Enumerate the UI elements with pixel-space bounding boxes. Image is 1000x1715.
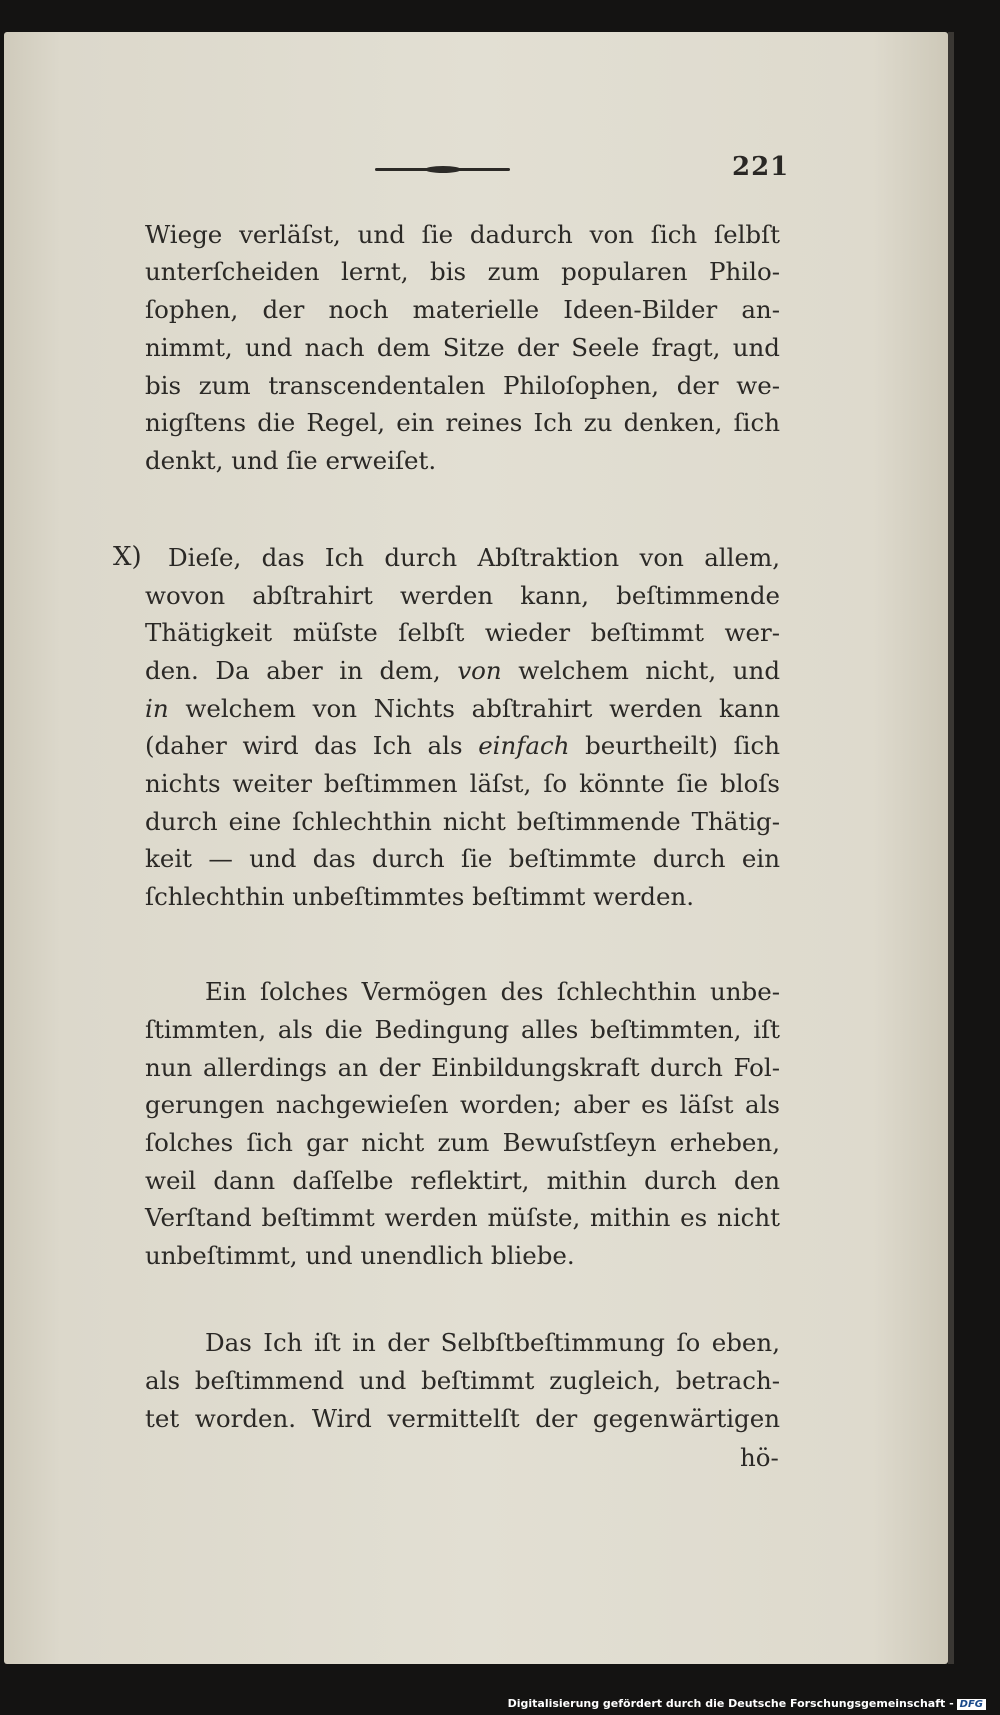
text-line: denkt, und ſie erweiſet.	[145, 446, 437, 475]
text-line: Verſtand beſtimmt werden müſste, mithin es nicht	[145, 1203, 780, 1232]
text-line: keit — und das durch ſie beſtimmte durch ein	[145, 844, 780, 873]
text-line: tet worden. Wird vermittelſt der gegenwärtigen	[145, 1404, 780, 1433]
text-line: nichts weiter beſtimmen läſst, ſo könnte ſie bloſs	[145, 769, 780, 798]
text-line: Ein ſolches Vermögen des ſchlechthin unbe-	[205, 977, 780, 1006]
text-line: ſchlechthin unbeſtimmtes beſtimmt werden.	[145, 882, 695, 911]
page-number: 221	[732, 152, 790, 182]
text-run: welchem nicht, und	[518, 656, 781, 685]
text-run: (daher wird das Ich als	[145, 731, 463, 760]
text-line: ſophen, der noch materielle Ideen-Bilder an-	[145, 295, 780, 324]
page-edge-shadow	[948, 32, 954, 1664]
text-line: ſolches ſich gar nicht zum Bewuſstſeyn erheben,	[145, 1128, 780, 1157]
text-line: gerungen nachgewieſen worden; aber es läſst als	[145, 1090, 780, 1119]
text-line: Das Ich iſt in der Selbſtbeſtimmung ſo eben,	[205, 1328, 780, 1357]
text-line: Dieſe, das Ich durch Abſtraktion von allem,	[168, 543, 780, 572]
emphasis-text: von	[457, 656, 502, 685]
text-line	[145, 694, 781, 723]
text-line: nimmt, und nach dem Sitze der Seele fragt, und	[145, 333, 780, 362]
text-line: ſtimmten, als die Bedingung alles beſtimmten, iſt	[145, 1015, 780, 1044]
text-line: weil dann daſſelbe reflektirt, mithin durch den	[145, 1166, 780, 1195]
emphasis-text: einfach	[478, 731, 570, 760]
text-line: unbeſtimmt, und unendlich bliebe.	[145, 1241, 575, 1270]
text-run: beurtheilt) ſich	[585, 731, 780, 760]
text-line	[145, 656, 781, 685]
text-run: den. Da aber in dem,	[145, 656, 441, 685]
header-ornament-rule	[375, 168, 510, 171]
text-run: welchem von Nichts abſtrahirt werden kann	[185, 694, 781, 723]
digitization-credit	[508, 1697, 986, 1710]
text-line: Thätigkeit müſste ſelbſt wieder beſtimmt wer-	[145, 618, 780, 647]
text-line: durch eine ſchlechthin nicht beſtimmende Thätig-	[145, 807, 780, 836]
catchword: hö-	[740, 1443, 779, 1472]
text-line: bis zum transcendentalen Philoſophen, der we-	[145, 371, 780, 400]
text-line: als beſtimmend und beſtimmt zugleich, betrach-	[145, 1366, 780, 1395]
credit-text: Digitalisierung gefördert durch die Deutsche Forschungsgemeinschaft -	[507, 1697, 954, 1710]
emphasis-text: in	[145, 694, 169, 723]
text-line: unterſcheiden lernt, bis zum popularen Philo-	[145, 257, 780, 286]
text-line: Wiege verläſst, und ſie dadurch von ſich ſelbſt	[145, 220, 780, 249]
section-marker: X)	[113, 542, 142, 572]
text-line	[145, 731, 780, 760]
text-line: wovon abſtrahirt werden kann, beſtimmende	[145, 581, 780, 610]
text-line: nun allerdings an der Einbildungskraft durch Fol-	[145, 1053, 780, 1082]
dfg-logo: DFG	[957, 1699, 986, 1710]
text-line: nigſtens die Regel, ein reines Ich zu denken, ſich	[145, 408, 780, 437]
